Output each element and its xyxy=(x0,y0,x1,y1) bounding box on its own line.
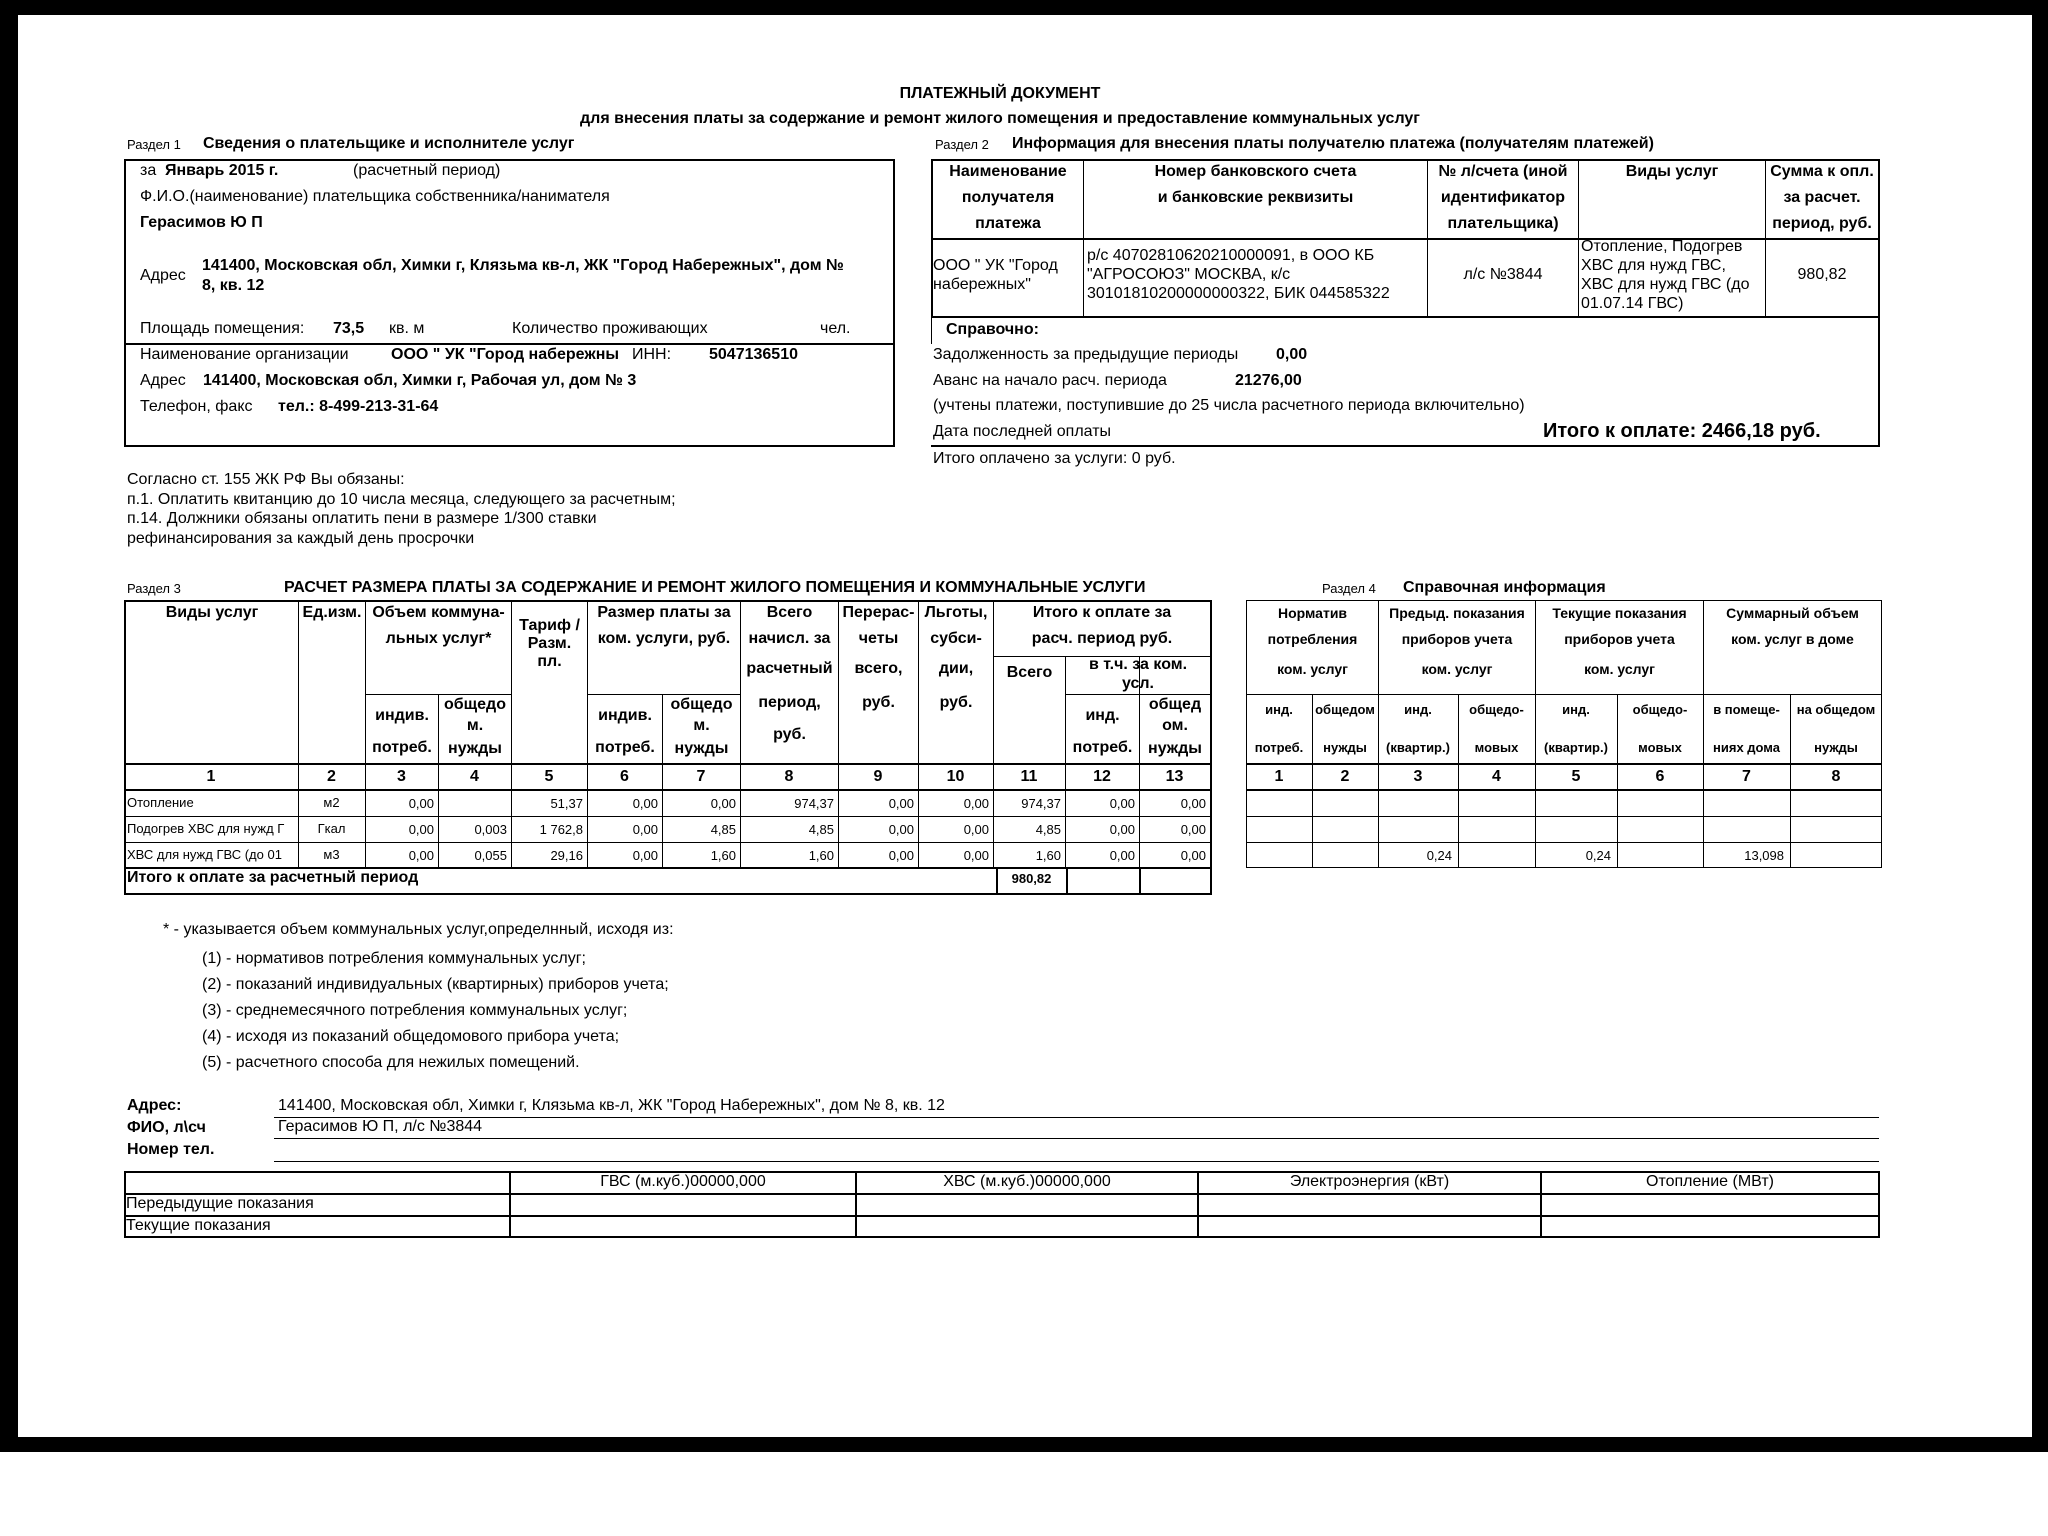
value-cell: 0,00 xyxy=(710,795,736,811)
sum-due: 980,82 xyxy=(1797,266,1847,283)
footnote-item: (5) - расчетного способа для нежилых помещений. xyxy=(202,1054,580,1071)
period-prefix: за xyxy=(140,162,157,179)
header-benefits xyxy=(919,600,993,720)
header-common-needs-2-line: общедо xyxy=(670,696,733,713)
header-benefits-line: дии, xyxy=(938,660,974,677)
meter-input-prev-hot[interactable] xyxy=(511,1195,855,1215)
services-list xyxy=(1581,237,1749,313)
header-indiv-consumption-line: потреб. xyxy=(372,739,432,756)
payments-note: (учтены платежи, поступившие до 25 числа расчетного периода включительно) xyxy=(933,397,1525,414)
section4-row-divider xyxy=(1246,694,1882,695)
payer-address-line1: 141400, Московская обл, Химки г, Клязьма кв-л, ЖК "Город Набережных", дом № xyxy=(202,257,844,274)
section1-divider xyxy=(124,343,895,345)
value-cell: 1 762,8 xyxy=(539,821,583,837)
column-number: 7 xyxy=(1742,767,1751,785)
header-to-pay-incl xyxy=(1066,655,1210,693)
header-tariff-line: Тариф / xyxy=(519,617,580,634)
unit-cell: м3 xyxy=(323,847,340,862)
area-value: 73,5 xyxy=(333,320,365,337)
column-number: 3 xyxy=(397,767,406,785)
header-recalc-line: всего, xyxy=(854,660,903,677)
header-service-types: Виды услуг xyxy=(165,604,259,621)
debt-label: Задолженность за предыдущие периоды xyxy=(933,346,1239,363)
column-number: 9 xyxy=(873,767,883,785)
header-prev-readings-line: ком. услуг xyxy=(1421,661,1493,677)
services-list-line: 01.07.14 ГВС) xyxy=(1581,295,1684,312)
header-ind-consumption xyxy=(1066,700,1139,764)
reference-value xyxy=(1790,842,1876,868)
header-unit: Ед.изм. xyxy=(302,604,362,621)
unit-cell: Гкал xyxy=(317,821,346,836)
scan-border-top xyxy=(0,0,2048,15)
header-prev-readings-line: приборов учета xyxy=(1401,631,1513,647)
column-number: 7 xyxy=(696,767,706,785)
value-cell: 0,00 xyxy=(1109,821,1135,837)
meter-col-cold-water: ХВС (м.куб.)00000,000 xyxy=(943,1173,1111,1190)
header-common-needs-3-line: ом. xyxy=(1162,717,1188,734)
meter-input-prev-cold[interactable] xyxy=(857,1195,1197,1215)
law-notice xyxy=(127,470,676,548)
reference-value xyxy=(1703,816,1784,842)
header-bank-line: и банковские реквизиты xyxy=(1157,189,1354,206)
meter-phone-field[interactable] xyxy=(274,1161,1879,1162)
bank-details-line: р/с 40702810620210000091, в ООО КБ xyxy=(1087,247,1375,264)
meter-input-prev-heating[interactable] xyxy=(1542,1195,1878,1215)
account-number: л/с №3844 xyxy=(1463,266,1543,283)
last-payment-label: Дата последней оплаты xyxy=(933,423,1112,440)
document-subtitle: для внесения платы за содержание и ремонт жилого помещения и предоставление коммунальных услуг xyxy=(580,110,1420,127)
header-common-needs-2 xyxy=(663,694,740,761)
header-common-needs-line: общедо xyxy=(444,696,506,713)
header-total-volume-line: ком. услуг в доме xyxy=(1731,631,1854,647)
column-number: 3 xyxy=(1413,767,1423,785)
meter-fio-label: ФИО, л\сч xyxy=(127,1119,206,1136)
section3-total-value: 980,82 xyxy=(1011,871,1052,886)
header-norm-line: ком. услуг xyxy=(1277,661,1348,677)
reference-value xyxy=(1458,842,1529,868)
value-cell: 0,00 xyxy=(632,847,658,863)
header-to-pay-incl-line: усл. xyxy=(1121,675,1154,692)
header-account-line: идентификатор xyxy=(1440,189,1566,206)
meter-phone-label: Номер тел. xyxy=(127,1141,215,1158)
header-ind-consumption-line: потреб. xyxy=(1072,739,1133,756)
section3-label: Раздел 3 xyxy=(127,581,181,596)
value-cell: 0,00 xyxy=(1109,795,1135,811)
column-number: 5 xyxy=(1571,767,1581,785)
meter-input-curr-electricity[interactable] xyxy=(1199,1217,1540,1237)
meter-fio-underline xyxy=(274,1138,1879,1139)
org-address: 141400, Московская обл, Химки г, Рабочая ул, дом № 3 xyxy=(203,372,637,389)
debt-value: 0,00 xyxy=(1276,346,1308,363)
value-cell xyxy=(438,790,507,816)
header-recipient-line: платежа xyxy=(975,215,1041,232)
meter-col-heating: Отопление (МВт) xyxy=(1646,1173,1774,1190)
meter-fio-value: Герасимов Ю П, л/с №3844 xyxy=(278,1118,483,1135)
sub-header: ниях дома xyxy=(1713,740,1780,755)
law-notice-line: п.14. Должники обязаны оплатить пени в размере 1/300 ставки xyxy=(127,510,597,527)
meter-address-value: 141400, Московская обл, Химки г, Клязьма кв-л, ЖК "Город Набережных", дом № 8, кв. 12 xyxy=(278,1097,945,1114)
header-norm xyxy=(1247,600,1378,686)
header-account-line: плательщика) xyxy=(1447,215,1559,232)
value-cell: 29,16 xyxy=(550,847,583,863)
column-number: 8 xyxy=(1831,767,1841,785)
value-cell: 0,00 xyxy=(963,795,989,811)
bank-details xyxy=(1087,246,1390,303)
meter-row-current: Текущие показания xyxy=(126,1217,271,1234)
header-services xyxy=(1579,159,1765,185)
value-cell: 1,60 xyxy=(710,847,736,863)
meter-col-electricity: Электроэнергия (кВт) xyxy=(1289,1173,1450,1190)
services-list-line: Отопление, Подогрев xyxy=(1581,238,1743,255)
header-curr-readings-line: приборов учета xyxy=(1564,631,1675,647)
payer-address-line2: 8, кв. 12 xyxy=(202,277,265,294)
billing-period-note: (расчетный период) xyxy=(353,162,501,179)
header-recipient-line: Наименование xyxy=(949,163,1067,180)
header-total-accrued-line: расчетный xyxy=(746,660,833,677)
value-cell: 4,85 xyxy=(710,821,736,837)
header-benefits-line: субси- xyxy=(930,630,982,647)
section4-label: Раздел 4 xyxy=(1322,581,1376,596)
sub-header: нужды xyxy=(1814,740,1858,755)
reference-value: 0,24 xyxy=(1426,847,1452,863)
header-recalc-line: четы xyxy=(858,630,899,647)
org-address-label: Адрес xyxy=(140,372,186,389)
unit-cell: м2 xyxy=(323,795,340,810)
inn-value: 5047136510 xyxy=(709,346,798,363)
scan-border-right xyxy=(2032,0,2048,1440)
header-sum-line: за расчет. xyxy=(1783,189,1861,206)
column-number: 2 xyxy=(1340,767,1350,785)
header-to-pay-line: расч. период руб. xyxy=(1031,630,1173,647)
header-tariff-line: Разм. xyxy=(527,635,572,652)
meter-row-previous: Передыдущие показания xyxy=(126,1195,314,1212)
header-bank-line: Номер банковского счета xyxy=(1154,163,1357,180)
header-account-line: № л/счета (иной xyxy=(1438,163,1568,180)
header-total-volume-line: Суммарный объем xyxy=(1726,605,1859,621)
total-to-pay: Итого к оплате: 2466,18 руб. xyxy=(1543,420,1821,442)
bank-details-line: "АГРОСОЮЗ" МОСКВА, к/с xyxy=(1087,266,1291,283)
header-sum-line: Сумма к опл. xyxy=(1770,163,1874,180)
billing-period: Январь 2015 г. xyxy=(165,162,279,179)
reference-value xyxy=(1790,816,1876,842)
header-sum xyxy=(1766,159,1878,237)
reference-value xyxy=(1458,790,1529,816)
header-payment-size xyxy=(588,600,740,652)
reference-value xyxy=(1246,842,1306,868)
meter-address-label: Адрес: xyxy=(127,1097,182,1114)
section3-title: РАСЧЕТ РАЗМЕРА ПЛАТЫ ЗА СОДЕРЖАНИЕ И РЕМОНТ ЖИЛОГО ПОМЕЩЕНИЯ И КОММУНАЛЬНЫЕ УСЛУГИ xyxy=(284,579,1146,596)
sub-header: мовых xyxy=(1638,740,1682,755)
sub-header: инд. xyxy=(1265,702,1293,717)
header-total-accrued-line: руб. xyxy=(773,726,806,743)
meter-input-curr-heating[interactable] xyxy=(1542,1217,1878,1237)
reference-value xyxy=(1378,790,1452,816)
reference-title: Справочно: xyxy=(946,321,1039,338)
document-title: ПЛАТЕЖНЫЙ ДОКУМЕНТ xyxy=(899,85,1101,102)
column-number: 11 xyxy=(1020,767,1038,785)
section3-total-divider xyxy=(1139,867,1141,895)
reference-value xyxy=(1378,816,1452,842)
header-total-accrued xyxy=(741,600,838,750)
footnote-item: (2) - показаний индивидуальных (квартирных) приборов учета; xyxy=(202,976,669,993)
sub-header: нужды xyxy=(1323,740,1367,755)
meter-col-hot-water: ГВС (м.куб.)00000,000 xyxy=(600,1173,766,1190)
value-cell: 974,37 xyxy=(1021,795,1061,811)
advance-value: 21276,00 xyxy=(1235,372,1302,389)
header-total-accrued-line: период, xyxy=(758,694,821,711)
header-benefits-line: Льготы, xyxy=(924,604,988,621)
header-recipient xyxy=(933,159,1083,237)
sub-header: общедо- xyxy=(1469,702,1524,717)
section2-title: Информация для внесения платы получателю платежа (получателям платежей) xyxy=(1012,135,1654,152)
advance-label: Аванс на начало расч. периода xyxy=(933,372,1167,389)
service-name: ХВС для нужд ГВС (до 01 xyxy=(127,847,282,862)
law-notice-line: п.1. Оплатить квитанцию до 10 числа месяца, следующего за расчетным; xyxy=(127,490,676,508)
column-number: 6 xyxy=(1655,767,1665,785)
header-common-needs-3-line: общед xyxy=(1148,696,1202,713)
column-number: 5 xyxy=(544,767,554,785)
value-cell: 0,00 xyxy=(888,795,914,811)
header-indiv-consumption-2-line: индив. xyxy=(598,707,652,724)
footnote-lead: * - указывается объем коммунальных услуг,определнный, исходя из: xyxy=(163,921,674,938)
reference-value: 13,098 xyxy=(1744,847,1784,863)
header-prev-readings-line: Предыд. показания xyxy=(1389,605,1525,621)
value-cell: 0,00 xyxy=(1180,847,1206,863)
header-norm-line: Норматив xyxy=(1277,605,1348,621)
reference-value xyxy=(1535,790,1611,816)
value-cell: 4,85 xyxy=(1035,821,1061,837)
header-recalc-line: Перерас- xyxy=(842,604,915,621)
section4-title: Справочная информация xyxy=(1403,579,1606,596)
reference-value xyxy=(1617,790,1697,816)
header-recipient-line: получателя xyxy=(961,189,1055,206)
value-cell: 0,00 xyxy=(963,821,989,837)
value-cell: 0,00 xyxy=(408,847,434,863)
meter-input-curr-hot[interactable] xyxy=(511,1217,855,1237)
header-to-pay-all: Всего xyxy=(1006,664,1053,681)
service-name: Подогрев ХВС для нужд Г xyxy=(127,821,285,836)
header-common-needs-2-line: м. xyxy=(693,717,710,734)
phone-label: Телефон, факс xyxy=(140,398,253,415)
header-recalc xyxy=(839,600,918,720)
value-cell: 51,37 xyxy=(550,795,583,811)
header-total-volume xyxy=(1704,600,1881,652)
sub-header: в помеще- xyxy=(1713,702,1780,717)
reference-value xyxy=(1246,790,1306,816)
area-unit: кв. м xyxy=(389,320,425,337)
section3-total-label: Итого к оплате за расчетный период xyxy=(127,869,419,886)
column-number: 13 xyxy=(1165,767,1184,785)
header-total-accrued-line: Всего xyxy=(766,604,813,621)
header-indiv-consumption xyxy=(366,700,438,764)
header-indiv-consumption-2-line: потреб. xyxy=(595,739,655,756)
value-cell: 0,00 xyxy=(1109,847,1135,863)
footnote-list xyxy=(202,946,669,1076)
section1-title: Сведения о плательщике и исполнителе услуг xyxy=(203,135,575,152)
reference-value xyxy=(1458,816,1529,842)
header-volume-line: Объем коммуна- xyxy=(372,604,505,621)
service-name: Отопление xyxy=(127,795,194,810)
header-services-line: Виды услуг xyxy=(1625,163,1719,180)
header-common-needs-3 xyxy=(1140,694,1210,761)
footnote-item: (4) - исходя из показаний общедомового прибора учета; xyxy=(202,1028,620,1045)
sub-header: потреб. xyxy=(1254,740,1304,755)
header-tariff-line: пл. xyxy=(537,653,562,670)
header-ind-consumption-line: инд. xyxy=(1085,707,1120,724)
column-number: 12 xyxy=(1093,767,1111,785)
scan-border-left xyxy=(0,0,18,1440)
header-curr-readings-line: ком. услуг xyxy=(1584,661,1655,677)
header-tariff xyxy=(512,617,587,671)
value-cell: 0,00 xyxy=(408,795,434,811)
reference-value xyxy=(1246,816,1306,842)
column-number: 1 xyxy=(206,767,216,785)
header-benefits-line: руб. xyxy=(939,694,973,711)
value-cell: 0,00 xyxy=(632,821,658,837)
services-list-line: ХВС для нужд ГВС (до xyxy=(1581,276,1750,293)
header-prev-readings xyxy=(1379,600,1535,686)
reference-value xyxy=(1617,816,1697,842)
header-common-needs-2-line: нужды xyxy=(674,740,729,757)
header-indiv-consumption-line: индив. xyxy=(375,707,429,724)
org-name: ООО " УК "Город набережны xyxy=(391,346,620,363)
value-cell: 0,00 xyxy=(632,795,658,811)
value-cell: 1,60 xyxy=(808,847,834,863)
residents-label: Количество проживающих xyxy=(512,320,708,337)
sub-header: общедом xyxy=(1315,702,1375,717)
residents-unit: чел. xyxy=(820,320,851,337)
recipient-name xyxy=(933,256,1058,294)
value-cell: 0,00 xyxy=(888,847,914,863)
recipient-name-line: набережных" xyxy=(933,276,1031,293)
reference-value xyxy=(1535,816,1611,842)
phone-value: тел.: 8-499-213-31-64 xyxy=(278,398,439,415)
value-cell: 0,00 xyxy=(408,821,434,837)
header-sum-line: период, руб. xyxy=(1772,215,1872,232)
header-bank xyxy=(1084,159,1427,211)
header-indiv-consumption-2 xyxy=(588,700,662,764)
value-cell: 4,85 xyxy=(808,821,834,837)
column-number: 4 xyxy=(470,767,479,785)
section2-label: Раздел 2 xyxy=(935,137,989,152)
law-notice-line: рефинансирования за каждый день просрочки xyxy=(127,529,475,547)
bank-details-line: 30101810200000000322, БИК 044585322 xyxy=(1087,285,1390,302)
reference-value xyxy=(1312,842,1372,868)
total-paid: Итого оплачено за услуги: 0 руб. xyxy=(933,450,1176,467)
reference-value xyxy=(1312,816,1372,842)
reference-value: 0,24 xyxy=(1585,847,1611,863)
sub-header: (квартир.) xyxy=(1544,740,1608,755)
header-common-needs xyxy=(439,694,511,761)
value-cell: 0,055 xyxy=(474,847,507,863)
meter-input-prev-electricity[interactable] xyxy=(1199,1195,1540,1215)
sub-header: инд. xyxy=(1562,702,1590,717)
header-common-needs-3-line: нужды xyxy=(1148,740,1202,757)
value-cell: 1,60 xyxy=(1035,847,1061,863)
org-label: Наименование организации xyxy=(140,346,349,363)
column-number: 4 xyxy=(1492,767,1501,785)
section3-total-divider xyxy=(1066,867,1068,895)
reference-value xyxy=(1312,790,1372,816)
reference-value xyxy=(1703,790,1784,816)
header-volume-line: льных услуг* xyxy=(385,630,492,647)
value-cell: 0,00 xyxy=(963,847,989,863)
header-total-accrued-line: начисл. за xyxy=(748,630,831,647)
header-volume xyxy=(366,600,511,652)
header-account xyxy=(1428,159,1578,237)
services-list-line: ХВС для нужд ГВС, xyxy=(1581,257,1726,274)
payer-caption: Ф.И.О.(наименование) плательщика собственника/нанимателя xyxy=(140,188,610,205)
footnote-item: (3) - среднемесячного потребления коммунальных услуг; xyxy=(202,1002,628,1019)
header-to-pay-line: Итого к оплате за xyxy=(1032,604,1172,621)
reference-box-left-edge xyxy=(931,318,932,344)
value-cell: 0,003 xyxy=(474,821,507,837)
sub-header: общедо- xyxy=(1632,702,1688,717)
meter-address-underline xyxy=(274,1117,1879,1118)
scan-border-bottom xyxy=(0,1437,2048,1452)
payer-name: Герасимов Ю П xyxy=(140,214,263,231)
header-common-needs-line: м. xyxy=(466,717,484,734)
header-common-needs-line: нужды xyxy=(448,740,502,757)
meter-input-curr-cold[interactable] xyxy=(857,1217,1197,1237)
footnote-item: (1) - нормативов потребления коммунальных услуг; xyxy=(202,950,586,967)
header-curr-readings-line: Текущие показания xyxy=(1552,605,1687,621)
header-norm-line: потребления xyxy=(1267,631,1358,647)
header-to-pay-incl-line: в т.ч. за ком. xyxy=(1088,656,1188,673)
column-number: 1 xyxy=(1274,767,1284,785)
inn-label: ИНН: xyxy=(632,346,672,363)
column-number: 8 xyxy=(784,767,794,785)
sub-header: (квартир.) xyxy=(1386,740,1450,755)
header-recalc-line: руб. xyxy=(862,694,895,711)
section1-label: Раздел 1 xyxy=(127,137,181,152)
column-number: 2 xyxy=(327,767,336,785)
recipient-name-line: ООО " УК "Город xyxy=(933,257,1058,274)
payer-address-label: Адрес xyxy=(140,267,186,284)
column-number: 10 xyxy=(946,767,965,785)
sub-header: на общедом xyxy=(1796,702,1876,717)
sub-header: инд. xyxy=(1404,702,1432,717)
law-notice-line: Согласно ст. 155 ЖК РФ Вы обязаны: xyxy=(127,471,405,488)
header-payment-size-line: ком. услуги, руб. xyxy=(597,630,731,647)
header-curr-readings xyxy=(1536,600,1703,686)
sub-header: мовых xyxy=(1474,740,1519,755)
header-payment-size-line: Размер платы за xyxy=(597,604,731,621)
column-number: 6 xyxy=(620,767,629,785)
value-cell: 974,37 xyxy=(794,795,834,811)
reference-value xyxy=(1617,842,1697,868)
area-label: Площадь помещения: xyxy=(140,320,305,337)
header-to-pay xyxy=(994,600,1210,652)
value-cell: 0,00 xyxy=(1180,821,1206,837)
value-cell: 0,00 xyxy=(888,821,914,837)
value-cell: 0,00 xyxy=(1180,795,1206,811)
reference-value xyxy=(1790,790,1876,816)
